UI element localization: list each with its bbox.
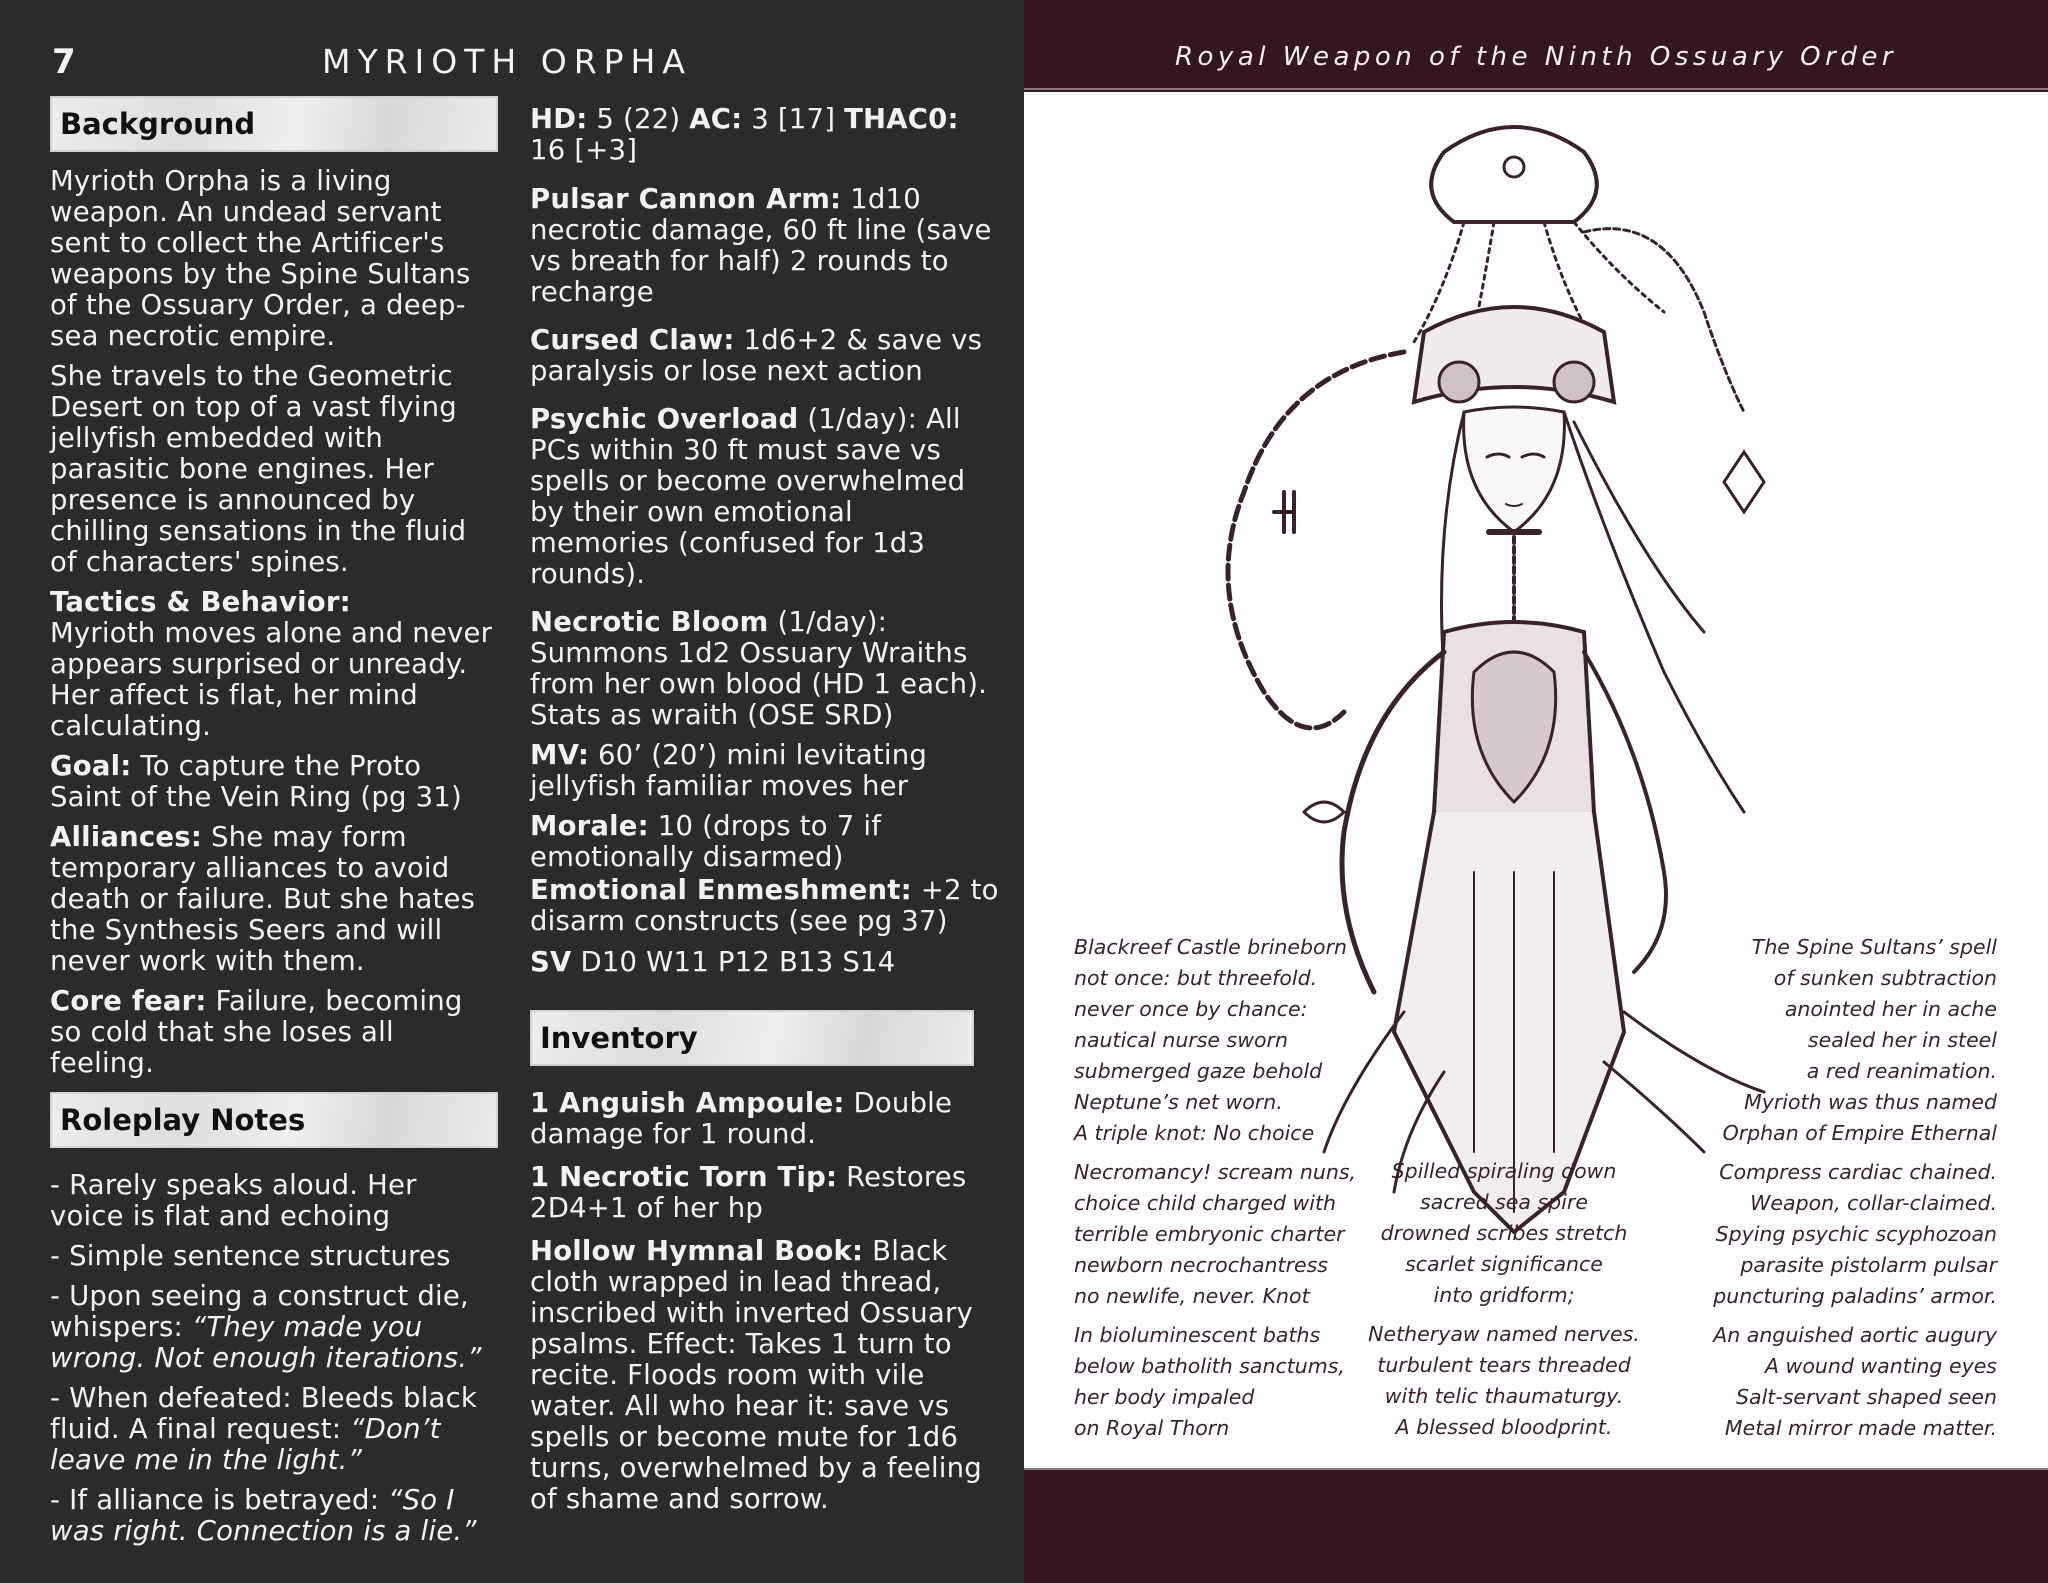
roleplay-note-text: - Simple sentence structures (50, 1240, 451, 1272)
ability-entry (530, 184, 1000, 308)
sv-text: D10 W11 P12 B13 S14 (571, 946, 896, 978)
tactics-text: Myrioth moves alone and never appears surprised or unready. Her affect is flat, her mind calculating. (50, 617, 493, 742)
roleplay-heading (50, 1092, 498, 1148)
poem-line: nautical nurse sworn (1074, 1028, 1288, 1052)
ability-entry (530, 404, 1000, 590)
goal-paragraph (50, 751, 498, 813)
thac0-label: THAC0: (844, 103, 959, 135)
ability-text: Summons 1d2 Ossuary Wraiths from her own blood (HD 1 each). Stats as wraith (OSE SRD) (530, 637, 988, 731)
roleplay-note-text: - When defeated: Bleeds black fluid. A final request: (50, 1382, 478, 1445)
core-stats-line (530, 104, 1000, 166)
roleplay-quote: “They made you wrong. Not enough iterations.” (50, 1311, 482, 1374)
poem-line: newborn necrochantress (1074, 1253, 1328, 1277)
right-page (1024, 0, 2048, 1583)
sv-label: SV (530, 946, 572, 978)
inventory-item (530, 1236, 1000, 1515)
morale-entry (530, 811, 1000, 873)
poem-line: The Spine Sultans’ spell (1751, 935, 1997, 959)
ability-text: 1d10 necrotic damage, 60 ft line (save vs breath for half) 2 rounds to recharge (530, 183, 992, 308)
alliances-text: She may form temporary alliances to avoid death or failure. But she hates the Synthesis Seers and will never work with them. (50, 821, 476, 977)
ac-label: AC: (689, 103, 743, 135)
mv-label: MV: (530, 739, 590, 771)
inventory-item-text: Black cloth wrapped in lead thread, inscribed with inverted Ossuary psalms. Effect: Takes 1 turn to recite. Floods room with vile water. All who hear it: save vs spells or become mute for 1d6 turns, overwhelmed by a feeling of shame and sorrow. (530, 1235, 982, 1515)
page-subtitle: Royal Weapon of the Ninth Ossuary Order (1174, 42, 1898, 72)
poem-line: not once: but threefold. (1074, 966, 1318, 990)
poem-line: terrible embryonic charter (1074, 1222, 1345, 1246)
background-paragraph-1: Myrioth Orpha is a living weapon. An undead servant sent to collect the Artificer's weapons by the Spine Sultans of the Ossuary Order, a deep-sea necrotic empire. (50, 165, 471, 352)
poem-stanza (1644, 932, 1997, 1149)
stats-column (530, 96, 1000, 1515)
poem-stanza (1344, 1319, 1664, 1443)
poem-line: Blackreef Castle brineborn (1074, 935, 1347, 959)
poem-line: Orphan of Empire Ethernal (1722, 1121, 1997, 1145)
inventory-item (530, 1162, 1000, 1224)
poem-middle-column (1344, 1156, 1664, 1451)
poem-left-column (1074, 932, 1374, 1452)
roleplay-quote: “Don’t leave me in the light.” (50, 1413, 441, 1476)
enmeshment-entry (530, 875, 1000, 937)
roleplay-note-text: - If alliance is betrayed: (50, 1484, 389, 1516)
poem-line: a red reanimation. (1806, 1059, 1997, 1083)
poem-stanza (1074, 932, 1374, 1149)
goal-text: To capture the Proto Saint of the Vein Ring (pg 31) (50, 750, 462, 813)
alliances-label: Alliances: (50, 821, 203, 853)
ability-name: Cursed Claw: (530, 324, 735, 356)
illustration-panel (1024, 92, 2048, 1470)
inventory-item-text: Restores 2D4+1 of her hp (530, 1161, 967, 1224)
left-column (50, 96, 498, 1556)
poem-stanza (1074, 1157, 1374, 1312)
poem-line: sacred sea spire (1420, 1190, 1588, 1214)
poem-line: Spilled spiraling down (1391, 1159, 1617, 1183)
poem-line: turbulent tears threaded (1377, 1353, 1631, 1377)
roleplay-note (50, 1485, 498, 1547)
poem-stanza (1074, 1320, 1374, 1444)
ability-entry (530, 325, 1000, 387)
inventory-item-text: Double damage for 1 round. (530, 1087, 953, 1150)
poem-line: An anguished aortic augury (1713, 1323, 1997, 1347)
inventory-item (530, 1088, 1000, 1150)
poem-line: drowned scribes stretch (1380, 1221, 1628, 1245)
poem-stanza (1344, 1156, 1664, 1311)
mv-text: 60’ (20’) mini levitating jellyfish familiar moves her (530, 739, 928, 802)
alliances-paragraph (50, 822, 498, 977)
hd-value: 5 (22) (587, 103, 690, 135)
ability-text: 1d6+2 & save vs paralysis or lose next action (530, 324, 983, 387)
page-title: MYRIOTH ORPHA (322, 42, 692, 81)
morale-text: 10 (drops to 7 if emotionally disarmed) (530, 810, 882, 873)
poem-stanza (1644, 1157, 1997, 1312)
poem-line: anointed her in ache (1784, 997, 1997, 1021)
roleplay-note-text: - Upon seeing a construct die, whispers: (50, 1280, 469, 1343)
page-number: 7 (52, 42, 76, 82)
saves-entry (530, 947, 1000, 978)
ability-entry (530, 607, 1000, 731)
background-paragraph-2: She travels to the Geometric Desert on top of a vast flying jellyfish embedded with parasitic bone engines. Her presence is announced by chilling sensations in the fluid of characters' spines. (50, 360, 467, 578)
core-fear-paragraph (50, 986, 498, 1079)
poem-line: Spying psychic scyphozoan (1715, 1222, 1997, 1246)
ac-value: 3 [17] (742, 103, 845, 135)
poem-line: below batholith sanctums, (1074, 1354, 1345, 1378)
morale-label: Morale: (530, 810, 649, 842)
thac0-value: 16 [+3] (530, 134, 638, 166)
background-heading (50, 96, 498, 152)
poem-line: no newlife, never. Knot (1074, 1284, 1310, 1308)
inventory-heading (530, 1010, 974, 1066)
roleplay-note (50, 1281, 498, 1374)
poem-line: Netheryaw named nerves. (1368, 1322, 1640, 1346)
goal-label: Goal: (50, 750, 132, 782)
roleplay-note (50, 1170, 498, 1232)
poem-line: puncturing paladins’ armor. (1713, 1284, 1997, 1308)
hd-label: HD: (530, 103, 588, 135)
right-header-band (1024, 0, 2048, 90)
ability-name: Necrotic Bloom (530, 606, 769, 638)
poem-line: In bioluminescent baths (1074, 1323, 1321, 1347)
ability-qualifier: (1/day): (798, 403, 918, 435)
poem-line: on Royal Thorn (1074, 1416, 1230, 1440)
poem-line: scarlet significance (1405, 1252, 1603, 1276)
tactics-label: Tactics & Behavior: (50, 586, 351, 618)
core-fear-text: Failure, becoming so cold that she loses all feeling. (50, 985, 463, 1079)
poem-stanza (1644, 1320, 1997, 1444)
poem-line: Compress cardiac chained. (1719, 1160, 1997, 1184)
ability-qualifier: (1/day): (768, 606, 888, 638)
movement-entry (530, 740, 1000, 802)
roleplay-quote: “So I was right. Connection is a lie.” (50, 1484, 477, 1547)
poem-line: A wound wanting eyes (1765, 1354, 1997, 1378)
poem-line: submerged gaze behold (1074, 1059, 1323, 1083)
roleplay-note-text: - Rarely speaks aloud. Her voice is flat and echoing (50, 1169, 417, 1232)
poem-line: choice child charged with (1074, 1191, 1336, 1215)
core-fear-label: Core fear: (50, 985, 207, 1017)
roleplay-note (50, 1241, 498, 1272)
poem-line: Metal mirror made matter. (1724, 1416, 1997, 1440)
roleplay-note (50, 1383, 498, 1476)
inventory-item-name: 1 Anguish Ampoule: (530, 1087, 845, 1119)
poem-line: with telic thaumaturgy. (1384, 1384, 1624, 1408)
poem-line: of sunken subtraction (1773, 966, 1997, 990)
enmeshment-label: Emotional Enmeshment: (530, 874, 912, 906)
poem-line: Neptune’s net worn. (1074, 1090, 1283, 1114)
poem-line: parasite pistolarm pulsar (1740, 1253, 1997, 1277)
poem-line: Weapon, collar-claimed. (1750, 1191, 1997, 1215)
inventory-heading-label: Inventory (540, 1021, 698, 1055)
ability-name: Pulsar Cannon Arm: (530, 183, 842, 215)
enmeshment-text: +2 to disarm constructs (see pg 37) (530, 874, 999, 937)
poem-line: into gridform; (1433, 1283, 1575, 1307)
background-heading-label: Background (60, 107, 256, 141)
poem-line: Myrioth was thus named (1744, 1090, 1997, 1114)
poem-right-column (1644, 932, 1997, 1452)
poem-line: Salt-servant shaped seen (1736, 1385, 1997, 1409)
roleplay-heading-label: Roleplay Notes (60, 1103, 306, 1137)
poem-line: never once by chance: (1074, 997, 1308, 1021)
inventory-item-name: 1 Necrotic Torn Tip: (530, 1161, 838, 1193)
tactics-paragraph (50, 587, 498, 742)
ability-text: All PCs within 30 ft must save vs spells or become overwhelmed by their own emotional memories (confused for 1d3 rounds). (530, 403, 966, 590)
ability-name: Psychic Overload (530, 403, 799, 435)
poem-line: sealed her in steel (1807, 1028, 1997, 1052)
poem-line: A triple knot: No choice (1074, 1121, 1315, 1145)
poem-line: A blessed bloodprint. (1395, 1415, 1613, 1439)
poem-line: her body impaled (1074, 1385, 1255, 1409)
inventory-item-name: Hollow Hymnal Book: (530, 1235, 864, 1267)
poem-line: Necromancy! scream nuns, (1074, 1160, 1357, 1184)
